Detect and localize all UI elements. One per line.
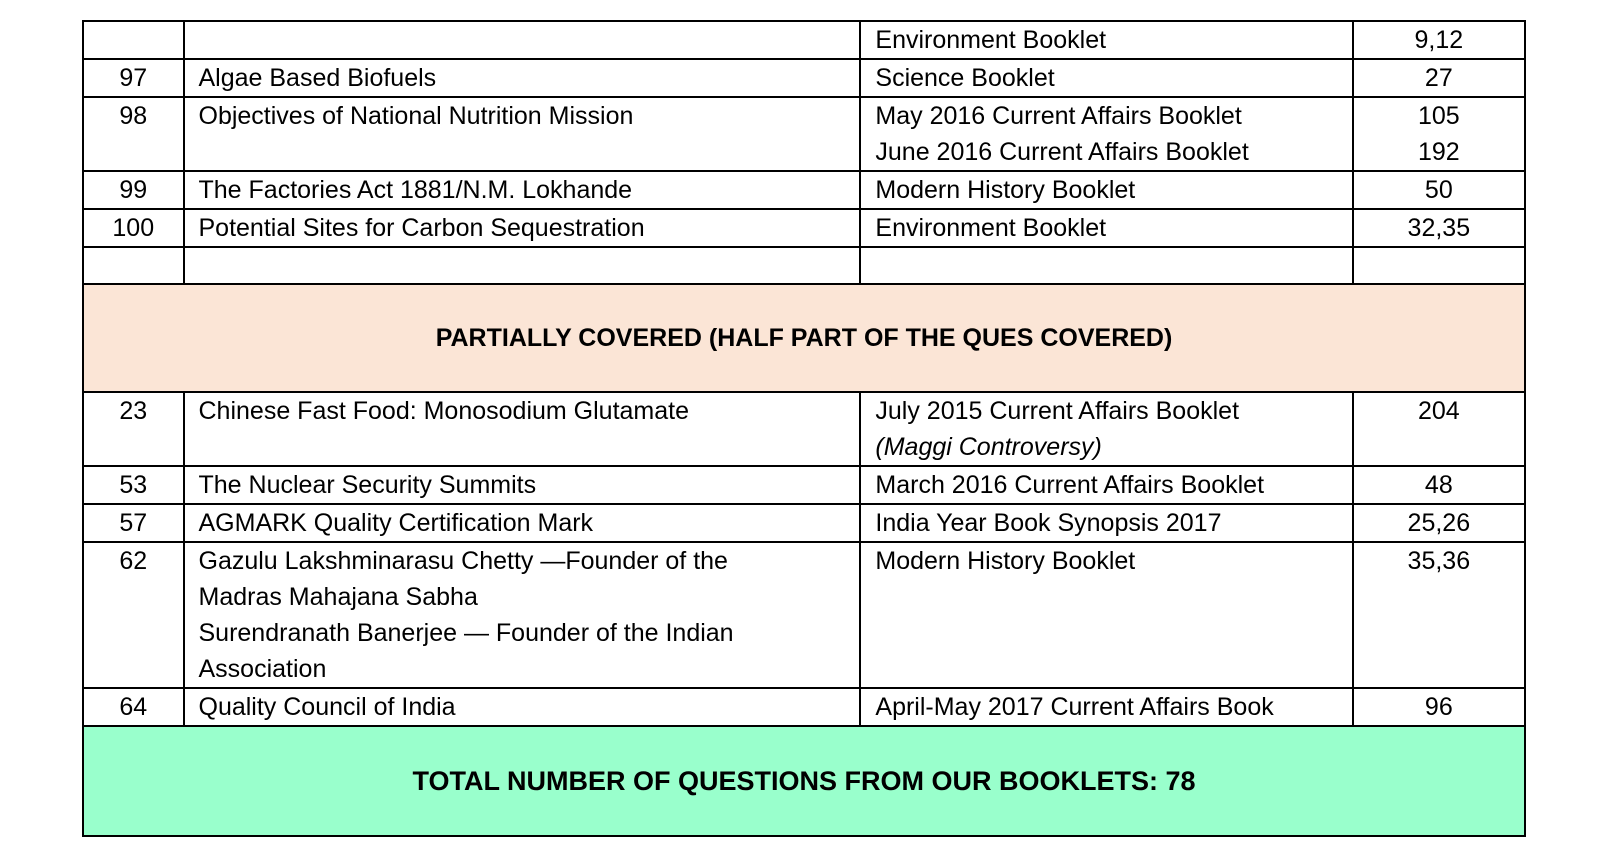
source-cell: Environment Booklet [860,21,1352,59]
page-line: 105 [1417,102,1460,130]
source-note: (Maggi Controversy) [875,433,1102,461]
page-cell: 32,35 [1353,209,1525,247]
source-cell: Environment Booklet [860,209,1352,247]
table-row [83,171,1525,209]
empty-cell [1353,247,1525,284]
topic-cell: AGMARK Quality Certification Mark [184,504,861,542]
source-line: May 2016 Current Affairs Booklet [875,102,1242,130]
partially-covered-heading: PARTIALLY COVERED (HALF PART OF THE QUES COVERED) [83,284,1525,392]
topic-cell [184,542,861,688]
page-cell: 96 [1353,688,1525,726]
page-cell: 48 [1353,466,1525,504]
question-number-cell: 62 [83,542,184,688]
source-cell: March 2016 Current Affairs Booklet [860,466,1352,504]
topic-cell: Algae Based Biofuels [184,59,861,97]
topic-line: Gazulu Lakshminarasu Chetty —Founder of the [198,547,728,575]
question-number-cell: 98 [83,97,184,171]
source-cell [860,392,1352,466]
question-number-cell: 64 [83,688,184,726]
source-cell: Modern History Booklet [860,542,1352,688]
topic-cell: Quality Council of India [184,688,861,726]
total-row [83,726,1525,836]
table-row [83,466,1525,504]
source-line: July 2015 Current Affairs Booklet [875,397,1240,425]
topic-line: Surendranath Banerjee — Founder of the Indian [198,619,734,647]
table-row [83,504,1525,542]
page-cell: 27 [1353,59,1525,97]
page-cell: 50 [1353,171,1525,209]
source-cell: Modern History Booklet [860,171,1352,209]
question-number-cell [83,21,184,59]
question-source-table [82,20,1526,837]
topic-line: Madras Mahajana Sabha [198,583,478,611]
source-line: June 2016 Current Affairs Booklet [875,138,1249,166]
table-row [83,97,1525,171]
question-number-cell: 99 [83,171,184,209]
total-questions-banner: TOTAL NUMBER OF QUESTIONS FROM OUR BOOKLETS: 78 [83,726,1525,836]
page-cell: 25,26 [1353,504,1525,542]
page-cell [1353,97,1525,171]
empty-cell [184,247,861,284]
topic-cell: Chinese Fast Food: Monosodium Glutamate [184,392,861,466]
topic-cell: Potential Sites for Carbon Sequestration [184,209,861,247]
empty-row [83,247,1525,284]
question-number-cell: 53 [83,466,184,504]
table-row [83,209,1525,247]
page-line: 192 [1417,138,1460,166]
source-cell: April-May 2017 Current Affairs Book [860,688,1352,726]
topic-cell: Objectives of National Nutrition Mission [184,97,861,171]
topic-line: Association [198,655,327,683]
page-cell: 204 [1353,392,1525,466]
source-cell [860,97,1352,171]
topic-cell: The Factories Act 1881/N.M. Lokhande [184,171,861,209]
table-row [83,542,1525,688]
table-row [83,392,1525,466]
topic-cell [184,21,861,59]
question-number-cell: 97 [83,59,184,97]
question-number-cell: 57 [83,504,184,542]
table-row [83,21,1525,59]
source-cell: India Year Book Synopsis 2017 [860,504,1352,542]
page-cell: 35,36 [1353,542,1525,688]
source-cell: Science Booklet [860,59,1352,97]
question-number-cell: 23 [83,392,184,466]
empty-cell [860,247,1352,284]
table-row [83,688,1525,726]
topic-cell: The Nuclear Security Summits [184,466,861,504]
table-row [83,59,1525,97]
page-cell: 9,12 [1353,21,1525,59]
empty-cell [83,247,184,284]
question-number-cell: 100 [83,209,184,247]
section-heading-row [83,284,1525,392]
